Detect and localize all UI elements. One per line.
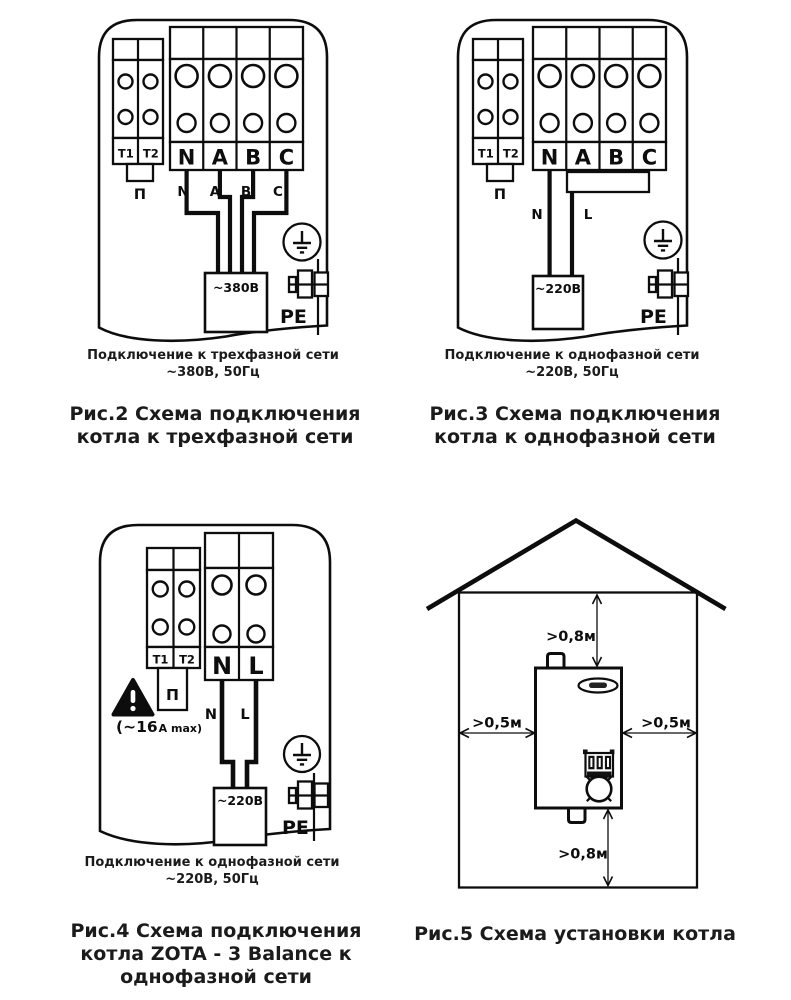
fig5-installation-diagram: [413, 512, 743, 902]
wire-label-l: L: [583, 207, 593, 223]
fig3-title-line1: Рис.3 Схема подключения: [429, 403, 721, 425]
roof-outline: [427, 521, 726, 610]
plug-connector: [127, 164, 153, 181]
clearance-label-right: >0,5м: [641, 715, 691, 732]
mains-source-box: [533, 276, 583, 329]
fig4-title-line3: однофазной сети: [120, 966, 312, 988]
terminal-label-l: L: [248, 652, 264, 680]
fig5-title: [405, 923, 745, 946]
mains-source-box: [214, 788, 266, 845]
plug-label: П: [493, 187, 507, 203]
fig5-title-line1: Рис.5 Схема установки котла: [414, 923, 736, 945]
pe-label: PE: [280, 306, 307, 328]
terminal-label-n: N: [177, 145, 196, 170]
wire-label-l: L: [240, 707, 250, 723]
current-warning-small: А max): [158, 722, 203, 735]
warning-exclamation-dot: [130, 706, 135, 711]
terminal-label-t1: T1: [117, 146, 134, 161]
terminal-label-t2: T2: [179, 652, 195, 667]
fig2-note-line2: ~380В, 50Гц: [166, 365, 260, 380]
fig3-title-line2: котла к однофазной сети: [434, 426, 716, 448]
source-voltage-label: ~220В: [216, 793, 264, 808]
fig3-note-line1: Подключение к однофазной сети: [444, 348, 700, 363]
terminal-label-b: B: [245, 145, 262, 170]
fig2-note-line1: Подключение к трехфазной сети: [87, 348, 339, 363]
phase-jumper-bar: [567, 172, 649, 192]
wire-label-b: B: [240, 184, 252, 200]
fig3-note: [422, 347, 722, 381]
fig2-note: [63, 347, 363, 381]
mains-source-box: [205, 273, 267, 332]
terminal-label-t2: T2: [142, 146, 159, 161]
switch-slot: [590, 758, 592, 767]
clearance-label-bottom: >0,8м: [558, 846, 608, 863]
plug-label: П: [133, 187, 147, 203]
warning-exclamation: [131, 690, 136, 703]
fig4-note-line2: ~220В, 50Гц: [165, 872, 259, 887]
clearance-label-top: >0,8м: [546, 629, 596, 645]
fig4-note-line1: Подключение к однофазной сети: [84, 855, 340, 870]
terminal-label-t1: T1: [152, 652, 169, 667]
terminal-label-n: N: [540, 145, 559, 170]
wire-label-n: N: [204, 707, 218, 723]
fig2-title-line2: котла к трехфазной сети: [76, 426, 354, 448]
thermostat-knob: [587, 777, 612, 802]
power-terminal-block: [170, 27, 303, 170]
wire-label-n: N: [177, 184, 189, 200]
fig2-wiring-diagram-three-phase: [88, 10, 340, 352]
earth-ground-icon: [284, 736, 320, 772]
pe-label: PE: [282, 817, 309, 839]
fig4-title-line2: котла ZOTA - 3 Balance к: [80, 943, 352, 965]
terminal-label-n: N: [211, 652, 233, 680]
logo-text-blob: [589, 683, 607, 689]
fig4-note: [62, 854, 362, 888]
knob-dial: [587, 777, 612, 802]
source-voltage-label: ~220В: [534, 281, 582, 296]
terminal-label-a: A: [574, 145, 592, 170]
terminal-label-t1: T1: [477, 146, 494, 161]
fig4-title-line1: Рис.4 Схема подключения: [70, 920, 362, 942]
fig4-title: [46, 920, 386, 989]
plug-label: П: [166, 686, 179, 704]
wire-label-a: A: [209, 184, 221, 200]
source-voltage-label: ~380В: [212, 280, 260, 295]
boiler: [536, 654, 622, 823]
switch-terminal-band: [587, 772, 612, 776]
power-terminal-block: [205, 533, 273, 680]
terminal-label-c: C: [278, 145, 295, 170]
wire-label-c: C: [273, 184, 283, 200]
terminal-label-t2: T2: [502, 146, 519, 161]
fig3-title: [405, 403, 745, 449]
terminal-label-c: C: [641, 145, 658, 170]
terminal-label-b: B: [608, 145, 625, 170]
power-terminal-block: [533, 27, 666, 170]
earth-ground-icon: [284, 224, 321, 261]
switch-slot: [607, 758, 609, 767]
pe-label: PE: [640, 306, 667, 328]
zota-logo-badge: [579, 679, 618, 693]
fig4-wiring-diagram-zota3: [94, 515, 338, 855]
earth-ground-icon: [645, 222, 682, 259]
wire-label-n: N: [531, 207, 543, 223]
switch-slot: [599, 758, 601, 767]
clearance-label-left: >0,5м: [472, 715, 522, 732]
fig3-note-line2: ~220В, 50Гц: [525, 365, 619, 380]
fig3-wiring-diagram-single-phase: [446, 10, 698, 352]
fig2-title-line1: Рис.2 Схема подключения: [69, 403, 361, 425]
current-warning-big: (~16: [116, 718, 158, 736]
fig2-title: [45, 403, 385, 449]
plug-connector: [487, 164, 513, 181]
terminal-label-a: A: [211, 145, 229, 170]
